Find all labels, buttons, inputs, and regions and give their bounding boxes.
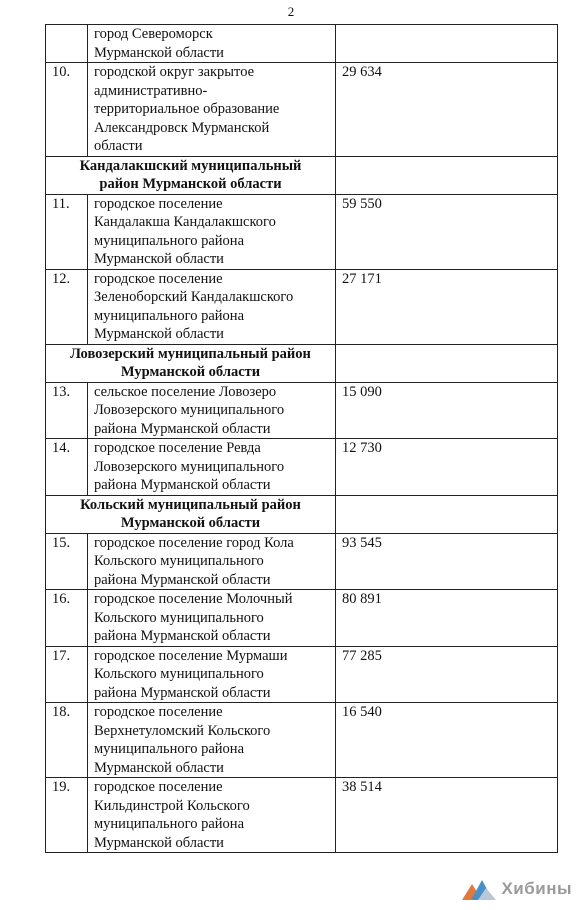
municipality-name — [88, 590, 336, 647]
municipality-name-line: административно- — [94, 82, 208, 99]
section-header-row — [46, 495, 558, 533]
population-value — [336, 25, 558, 63]
municipality-name-line: Кандалакша Кандалакшского — [94, 214, 276, 230]
municipality-name-line: Кольского муниципального — [94, 553, 264, 569]
table-row — [46, 439, 558, 496]
table-row — [46, 590, 558, 647]
section-title-line: Кольский муниципальный район — [80, 496, 301, 513]
municipality-name-line: городское поселение Мурмаши — [94, 647, 288, 664]
municipality-name — [88, 269, 336, 344]
table-row — [46, 194, 558, 269]
municipality-name — [88, 703, 336, 778]
population-value: 77 285 — [336, 646, 558, 703]
municipality-name-line: района Мурманской области — [94, 628, 271, 644]
population-value: 27 171 — [336, 269, 558, 344]
municipality-name-line: Мурманской области — [94, 251, 224, 267]
municipality-name-line: Кольского муниципального — [94, 609, 264, 626]
table-row — [46, 646, 558, 703]
population-value: 12 730 — [336, 439, 558, 496]
municipality-name-line: городское поселение — [94, 704, 223, 720]
municipality-name-line: Мурманской области — [94, 834, 224, 851]
section-title-line: Мурманской области — [120, 515, 261, 531]
document-table — [45, 24, 558, 853]
section-title — [46, 156, 336, 194]
municipality-name-line: сельское поселение Ловозеро — [94, 383, 277, 400]
municipality-name-line: района Мурманской области — [94, 420, 271, 437]
municipality-name-line: муниципального района — [94, 741, 244, 757]
table-row — [46, 25, 558, 63]
municipality-name — [88, 25, 336, 63]
municipality-name-line: Мурманской области — [94, 326, 224, 342]
municipality-name-line: городской округ закрытое — [94, 64, 255, 80]
municipality-name-line: района Мурманской области — [94, 477, 271, 493]
table-row — [46, 703, 558, 778]
municipality-name-line: области — [94, 138, 143, 154]
municipality-name-line: Ловозерского муниципального — [94, 458, 285, 475]
municipality-name-line: муниципального района — [94, 232, 244, 249]
municipality-name-line: Кильдинстрой Кольского — [94, 797, 250, 814]
municipality-name — [88, 778, 336, 853]
table-row — [46, 63, 558, 157]
table-row — [46, 778, 558, 853]
section-value-cell — [336, 495, 558, 533]
row-number: 13. — [46, 382, 88, 439]
mountains-logo-icon — [462, 878, 496, 900]
table-row — [46, 533, 558, 590]
watermark-text: Хибины — [501, 879, 572, 898]
section-title-line: Кандалакшский муниципальный — [79, 157, 302, 174]
municipality-name-line: Кольского муниципального — [94, 666, 264, 682]
section-title — [46, 495, 336, 533]
population-value: 29 634 — [336, 63, 558, 157]
municipality-name-line: городское поселение город Кола — [94, 534, 294, 551]
municipality-name — [88, 382, 336, 439]
municipality-name-line: Ловозерского муниципального — [94, 402, 285, 418]
population-value: 15 090 — [336, 382, 558, 439]
municipality-name-line: городское поселение — [94, 195, 223, 212]
section-title-line: Мурманской области — [120, 364, 261, 380]
row-number: 15. — [46, 533, 88, 590]
population-value: 16 540 — [336, 703, 558, 778]
row-number: 18. — [46, 703, 88, 778]
municipality-name-line: городское поселение — [94, 779, 223, 795]
municipality-name — [88, 194, 336, 269]
municipality-name-line: Мурманской области — [94, 759, 224, 776]
municipality-name-line: городское поселение Ревда — [94, 440, 261, 456]
section-header-row — [46, 344, 558, 382]
section-title-line: район Мурманской области — [99, 176, 282, 192]
row-number: 19. — [46, 778, 88, 853]
page-number: 2 — [287, 4, 295, 19]
municipality-name-line: Александровск Мурманской — [94, 119, 270, 136]
municipality-name-line: муниципального района — [94, 816, 244, 832]
population-value: 38 514 — [336, 778, 558, 853]
row-number — [46, 25, 88, 63]
section-title — [46, 344, 336, 382]
section-value-cell — [336, 344, 558, 382]
row-number: 11. — [46, 194, 88, 269]
municipality-name — [88, 646, 336, 703]
municipality-name-line: городское поселение — [94, 270, 223, 287]
table-row — [46, 382, 558, 439]
section-header-row — [46, 156, 558, 194]
municipality-name — [88, 63, 336, 157]
row-number: 10. — [46, 63, 88, 157]
row-number: 16. — [46, 590, 88, 647]
population-value: 93 545 — [336, 533, 558, 590]
municipality-name — [88, 533, 336, 590]
population-value: 80 891 — [336, 590, 558, 647]
municipality-name-line: Зеленоборский Кандалакшского — [94, 289, 294, 305]
municipality-name-line: района Мурманской области — [94, 684, 271, 701]
municipality-name-line: муниципального района — [94, 307, 244, 324]
municipality-name-line: района Мурманской области — [94, 571, 271, 588]
municipality-name-line: территориальное образование — [94, 101, 280, 117]
municipality-name-line: город Североморск — [94, 26, 213, 42]
section-title-line: Ловозерский муниципальный район — [70, 345, 311, 362]
municipality-name-line: Мурманской области — [94, 44, 224, 61]
row-number: 14. — [46, 439, 88, 496]
population-value: 59 550 — [336, 194, 558, 269]
row-number: 12. — [46, 269, 88, 344]
municipality-name-line: городское поселение Молочный — [94, 591, 293, 607]
row-number: 17. — [46, 646, 88, 703]
table-row — [46, 269, 558, 344]
watermark-logo — [462, 878, 572, 900]
section-value-cell — [336, 156, 558, 194]
municipality-name-line: Верхнетуломский Кольского — [94, 722, 271, 739]
municipality-name — [88, 439, 336, 496]
